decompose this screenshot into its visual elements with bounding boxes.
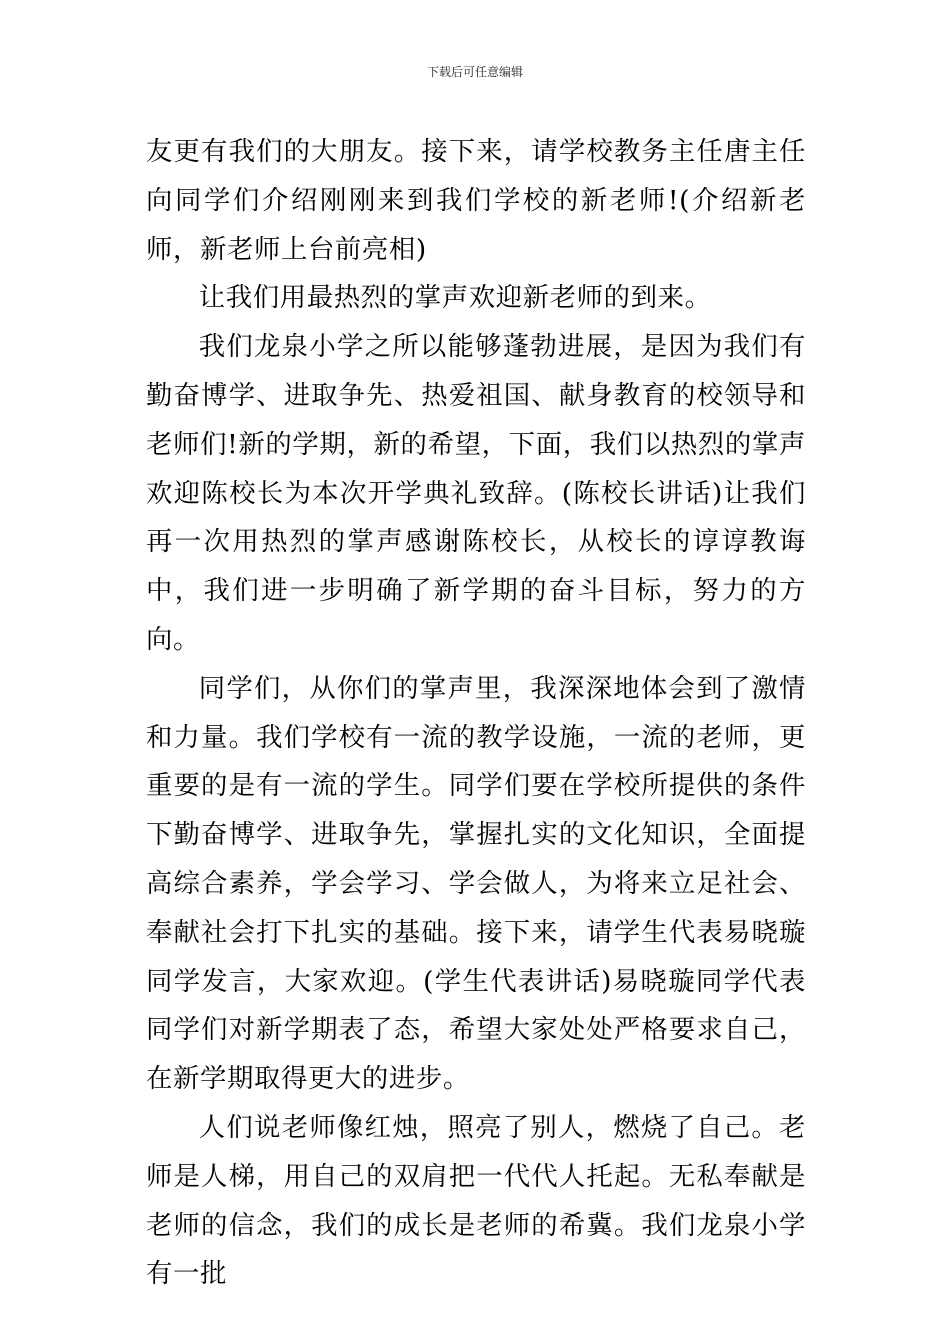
paragraph-1: 友更有我们的大朋友。接下来，请学校教务主任唐主任向同学们介绍刚刚来到我们学校的新老师!(介绍新老师，新老师上台前亮相): [146, 136, 806, 265]
paragraph-2: 让我们用最热烈的掌声欢迎新老师的到来。: [198, 282, 712, 314]
document-body: [146, 128, 806, 1299]
page-header: 下载后可任意编辑: [426, 65, 523, 79]
paragraph-4: 同学们，从你们的掌声里，我深深地体会到了激情和力量。我们学校有一流的教学设施，一流的老师，更重要的是有一流的学生。同学们要在学校所提供的条件下勤奋博学、进取争先，掌握扎实的文化知识，全面提高综合素养，学会学习、学会做人，为将来立足社会、奉献社会打下扎实的基础。接下来，请学生代表易晓璇同学发言，大家欢迎。(学生代表讲话)易晓璇同学代表同学们对新学期表了态，希望大家处处严格要求自己，在新学期取得更大的进步。: [146, 672, 806, 1095]
paragraph-3: 我们龙泉小学之所以能够蓬勃进展，是因为我们有勤奋博学、进取争先、热爱祖国、献身教育的校领导和老师们!新的学期，新的希望，下面，我们以热烈的掌声欢迎陈校长为本次开学典礼致辞。(陈校长讲话)让我们再一次用热烈的掌声感谢陈校长，从校长的谆谆教诲中，我们进一步明确了新学期的奋斗目标，努力的方向。: [146, 331, 806, 655]
paragraph-5: 人们说老师像红烛，照亮了别人，燃烧了自己。老师是人梯，用自己的双肩把一代代人托起。无私奉献是老师的信念，我们的成长是老师的希冀。我们龙泉小学有一批: [146, 1111, 806, 1290]
